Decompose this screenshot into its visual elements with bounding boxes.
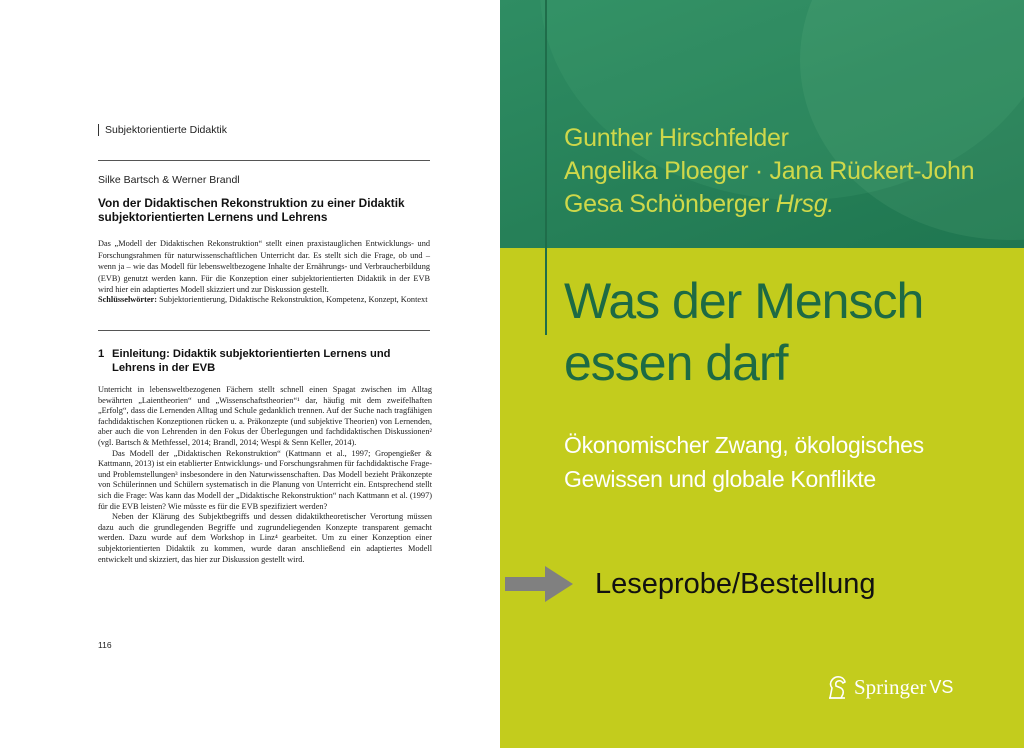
section-title-line-2: Lehrens in der EVB [112, 361, 216, 374]
section-title-line-1: Einleitung: Didaktik subjektorientierten Lernens und [112, 348, 391, 360]
body-paragraph-3: Neben der Klärung des Subjektbegriffs und dessen didaktiktheoretischer Verortung müssen dazu auch die grundlegenden Begriffe und zugrundeliegenden Konzepte transparent gemacht werden. Dazu wurde auf dem Workshop in Linz⁴ gearbeitet. Um zu einer Konzeption einer subjektorientierten Didaktik zu kommen, wurde daran anschließend ein adaptiertes Modell entwickelt und skizziert, das hier zur Diskussion gestellt wird. [98, 512, 432, 564]
book-cover [500, 0, 1024, 748]
chapter-keywords [98, 294, 430, 306]
section-heading [98, 348, 428, 375]
keywords-text: Subjektorientierung, Didaktische Rekonstruktion, Kompetenz, Konzept, Kontext [157, 295, 428, 304]
sample-page [0, 0, 500, 748]
page-number: 116 [98, 640, 112, 650]
chapter-body [98, 385, 432, 565]
publisher-name: Springer [854, 674, 927, 699]
abstract-rule [98, 330, 430, 331]
editor-line-1: Gunther Hirschfelder [564, 124, 789, 152]
cover-title-line-2: essen darf [564, 335, 788, 391]
hrsg-label: Hrsg. [775, 190, 834, 218]
cover-subtitle-line-1: Ökonomischer Zwang, ökologisches [564, 432, 924, 458]
section-number: 1 [98, 348, 105, 360]
body-paragraph-2: Das Modell der „Didaktischen Rekonstruktion“ (Kattmann et al., 1997; Gropengießer & Kattmann, 2013) ist ein etablierter Entwicklungs- und Forschungsrahmen für fachdidaktische Frage- und Problemstellungen³ insbesondere in den Naturwissenschaften. Das Modell bezieht Präkonzepte von Schülerinnen und Schülern systematisch in die Planung von Unterricht ein. Entsprechend stellt sich die Frage: Was kann das Modell der „Didaktische Rekonstruktion“ nach Kattmann et al. (1997) für die EVB leisten? Wie müsste es für die EVB spezifiziert werden? [98, 448, 432, 511]
cover-stripe [545, 0, 547, 335]
publisher-suffix: VS [929, 676, 954, 697]
springer-horse-icon [826, 674, 848, 700]
keywords-label: Schlüsselwörter: [98, 295, 157, 304]
editor-name: Gesa Schönberger [564, 190, 770, 218]
cover-title [564, 270, 923, 394]
body-paragraph-1: Unterricht in lebensweltbezogenen Fächern stellt schnell einen Spagat zwischen im Alltag bewährten „Laientheorien“ und „Wissenschaftstheorien“¹ dar, häufig mit dem zweifelhaften „Erfolg“, dass die Lernenden Alltag und Schule gedanklich trennen. Auf der Suche nach tragfähigen fachdidaktischen Konzeptionen rücken u. a. Präkonzepte (und subjektive Theorien) von Lernenden, aber auch die von Lehrenden in den Fokus der Überlegungen und fachdidaktischen Diskussionen² (vgl. Bartsch & Methfessel, 2014; Brandl, 2014; Wespi & Senn Keller, 2014). [98, 385, 432, 447]
cover-title-line-1: Was der Mensch [564, 273, 924, 329]
arrow-right-icon [505, 564, 573, 604]
running-head: Subjektorientierte Didaktik [98, 124, 227, 136]
cover-subtitle-line-2: Gewissen und globale Konflikte [564, 466, 876, 492]
publisher-logo [826, 674, 953, 700]
cover-editors [564, 122, 974, 221]
leseprobe-link-label[interactable]: Leseprobe/Bestellung [595, 567, 876, 600]
editor-line-3 [564, 188, 974, 221]
chapter-title: Von der Didaktischen Rekonstruktion zu einer Didaktik subjektorientierten Lernens und Lehrens [98, 196, 405, 224]
header-rule [98, 160, 430, 161]
cover-subtitle [564, 428, 924, 496]
leseprobe-link[interactable] [505, 560, 1020, 608]
chapter-abstract: Das „Modell der Didaktischen Rekonstruktion“ stellt einen praxistauglichen Entwicklungs- und Forschungsrahmen für naturwissenschaftlichen Unterricht dar. Es stellt sich die Frage, ob und – wenn ja – wie das Modell für lebensweltbezogene Inhalte der Ernährungs- und Verbraucherbildung (EVB) genutzt werden kann. Für die Konzeption einer subjektorientierten Didaktik in der EVB wird hier ein adaptiertes Modell skizziert und zur Diskussion gestellt. [98, 239, 430, 295]
chapter-authors: Silke Bartsch & Werner Brandl [98, 174, 240, 186]
editor-line-2: Angelika Ploeger · Jana Rückert-John [564, 157, 975, 185]
